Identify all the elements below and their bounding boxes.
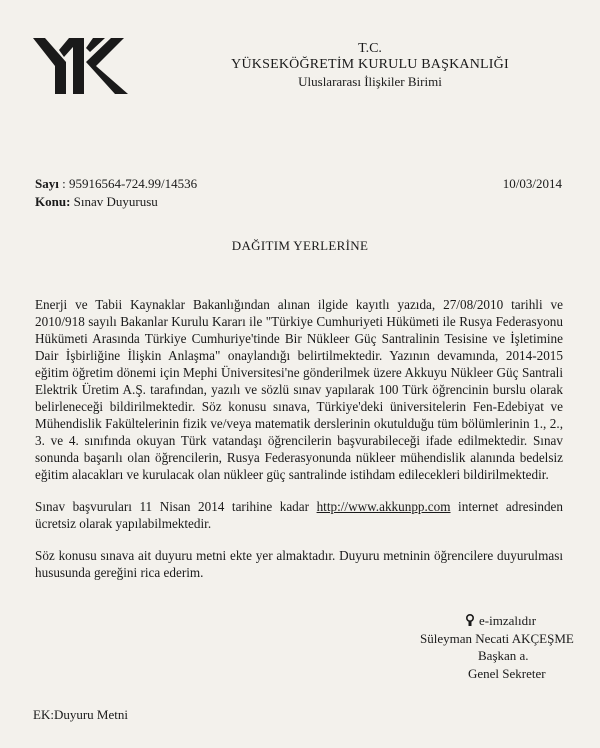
p2-text-before: Sınav başvuruları 11 Nisan 2014 tarihine kadar — [35, 499, 317, 514]
header-department: Uluslararası İlişkiler Birimi — [298, 74, 442, 89]
body-paragraph-2 — [35, 498, 563, 532]
konu-value: Sınav Duyurusu — [73, 194, 158, 209]
sayi-label: Sayı — [35, 176, 59, 191]
signer-name: Süleyman Necati AKÇEŞME — [420, 630, 574, 646]
eimza-text: e-imzalıdır — [479, 613, 537, 628]
konu-label: Konu: — [35, 194, 71, 209]
eimza-line — [420, 612, 580, 630]
header-tc: T.C. — [358, 41, 382, 56]
document-date: 10/03/2014 — [502, 176, 562, 191]
akkunpp-link[interactable]: http://www.akkunpp.com — [316, 499, 451, 514]
p2-text-after: internet adresinden ücretsiz olarak yapılabilmektedir. — [35, 499, 564, 531]
konu-line — [35, 194, 158, 210]
body-paragraph-3: Söz konusu sınava ait duyuru metni ekte yer almaktadır. Duyuru metninin öğrencilere duyurulması hususunda gereğini rica ederim. — [35, 548, 563, 580]
attachment-note: EK:Duyuru Metni — [33, 707, 128, 722]
sayi-value: : 95916564-724.99/14536 — [62, 176, 198, 191]
body-paragraph-1: Enerji ve Tabii Kaynaklar Bakanlığından alınan ilgide kayıtlı yazıda, 27/08/2010 tarihli ve 2010/918 sayılı Bakanlar Kurulu Kararı ile "Türkiye Cumhuriyeti Hükümeti ile Rusya Federasyonu Hükümeti Arasında Türkiye Cumhuriye'tinde Bir Nükleer Güç Santralinin Tesisine ve İşletimine Dair İşbirliğine İlişkin Anlaşma" onaylandığı belirtilmektedir. Yazının devamında, 2014-2015 eğitim öğretim dönemi için Mephi Üniversitesi'ne gönderilmek üzere Akkuyu Nükleer Güç Santrali Elektrik Üretim A.Ş. tarafından, yazılı ve sözlü sınav yapılarak 100 Türk öğrencinin burslu olarak belirleneceği bildirilmektedir. Söz konusu sınava, Türkiye'deki üniversitelerin Fen-Edebiyat ve Mühendislik Fakültelerinin fizik ve/veya matematik derslerinin okutulduğu tüm bölümlerinin 1., 2., 3. ve 4. sınıfında okuyan Türk vatandaşı öğrencilerin başvurabileceği ifade edilmektedir. Sınav sonunda başarılı olan öğrencilerin, Rusya Federasyonunda nükleer mühendislik alanında bedelsiz eğitim alacakları ve kurulacak olan nükleer güç santralinde istihdam edilecekleri bildirilmektedir. — [35, 297, 563, 482]
signer-role-2: Genel Sekreter — [468, 665, 546, 681]
signer-role-1: Başkan a. — [478, 648, 529, 663]
document-title: DAĞITIM YERLERİNE — [231, 238, 369, 253]
sayi-line — [35, 176, 197, 192]
header-institution: YÜKSEKÖĞRETİM KURULU BAŞKANLIĞI — [231, 57, 509, 72]
e-signature-icon — [465, 614, 475, 626]
signature-block — [420, 612, 580, 682]
yok-logo — [33, 38, 131, 94]
